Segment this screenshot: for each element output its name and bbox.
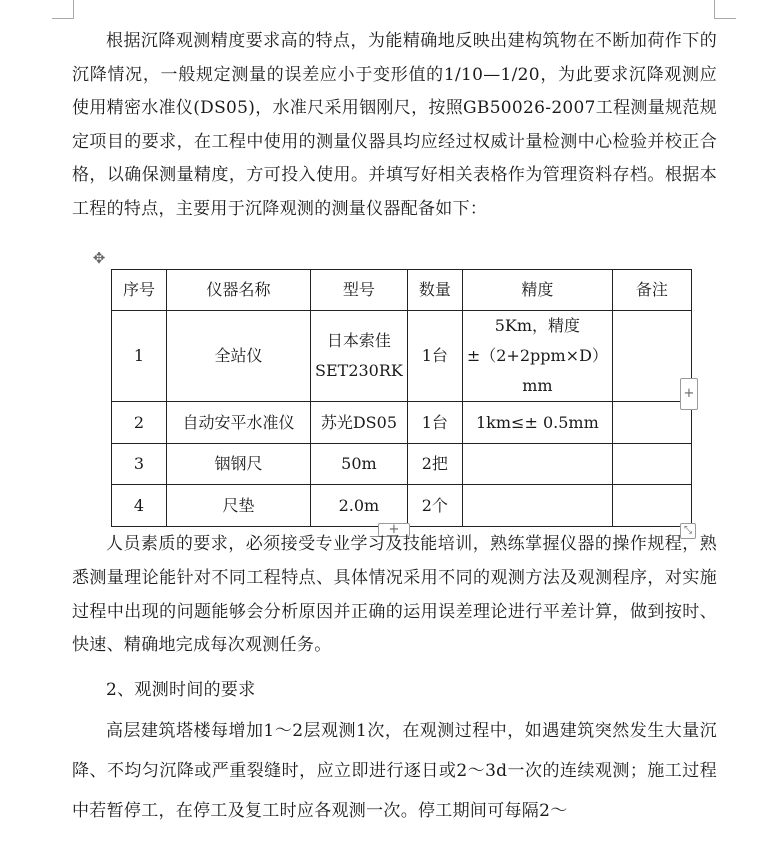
table-row	[112, 402, 692, 444]
table-row	[112, 485, 692, 527]
cell-name[interactable]: 铟钢尺	[167, 444, 311, 485]
timing-paragraph[interactable]: 高层建筑塔楼每增加1～2层观测1次，在观测过程中，如遇建筑突然发生大量沉降、不均匀沉降或严重裂缝时，应立即进行逐日或2～3d一次的连续观测；施工过程中若暂停工，在停工及复工时应各观测一次。停工期间可每隔2～	[72, 721, 717, 822]
cell-qty[interactable]: 2把	[407, 444, 462, 485]
plus-icon: +	[683, 386, 695, 401]
cell-precision[interactable]	[462, 444, 612, 485]
cell-qty[interactable]: 2个	[407, 485, 462, 527]
cell-name[interactable]: 自动安平水准仪	[167, 402, 311, 444]
margin-corner-top-right-h	[714, 18, 736, 19]
cell-precision[interactable]: 1km≤± 0.5mm	[462, 402, 612, 444]
move-icon[interactable]: ✥	[92, 249, 106, 267]
cell-precision[interactable]: 5Km，精度±（2+2ppm×D）mm	[462, 311, 612, 402]
resize-icon: ⤡	[684, 525, 692, 536]
margin-corner-top-right	[714, 0, 715, 18]
cell-no[interactable]: 2	[112, 402, 167, 444]
table-header-row	[112, 270, 692, 311]
instrument-table-container[interactable]	[111, 269, 692, 527]
cell-model[interactable]: 2.0m	[311, 485, 408, 527]
margin-corner-top-left	[73, 0, 74, 18]
cell-precision[interactable]	[462, 485, 612, 527]
cell-name[interactable]: 尺垫	[167, 485, 311, 527]
cell-model[interactable]: 日本索佳SET230RK	[311, 311, 408, 402]
cell-model[interactable]: 50m	[311, 444, 408, 485]
cell-name[interactable]: 全站仪	[167, 311, 311, 402]
section-heading[interactable]: 2、观测时间的要求	[106, 680, 256, 701]
cell-model[interactable]: 苏光DS05	[311, 402, 408, 444]
add-column-button[interactable]	[680, 378, 698, 410]
header-name[interactable]: 仪器名称	[167, 270, 311, 311]
header-model[interactable]: 型号	[311, 270, 408, 311]
cell-no[interactable]: 3	[112, 444, 167, 485]
document-body[interactable]	[72, 25, 717, 226]
cell-note[interactable]	[612, 485, 691, 527]
header-precision[interactable]: 精度	[462, 270, 612, 311]
cell-qty[interactable]: 1台	[407, 311, 462, 402]
margin-corner-top-left-h	[52, 18, 74, 19]
cell-note[interactable]	[612, 444, 691, 485]
header-no[interactable]: 序号	[112, 270, 167, 311]
table-row	[112, 444, 692, 485]
cell-qty[interactable]: 1台	[407, 402, 462, 444]
header-note[interactable]: 备注	[612, 270, 691, 311]
header-qty[interactable]: 数量	[407, 270, 462, 311]
document-body-continued[interactable]	[72, 528, 717, 831]
cell-no[interactable]: 1	[112, 311, 167, 402]
plus-icon: +	[388, 522, 400, 537]
intro-paragraph[interactable]: 根据沉降观测精度要求高的特点，为能精确地反映出建构筑物在不断加荷作下的沉降情况，一般规定测量的误差应小于变形值的1/10—1/20，为此要求沉降观测应使用精密水准仪(DS05)，水准尺采用铟刚尺，按照GB50026-2007工程测量规范规定项目的要求，在工程中使用的测量仪器具均应经过权威计量检测中心检验并校正合格，以确保测量精度，方可投入使用。并填写好相关表格作为管理资料存档。根据本工程的特点，主要用于沉降观测的测量仪器配备如下：	[72, 31, 717, 219]
cell-no[interactable]: 4	[112, 485, 167, 527]
instrument-table[interactable]	[111, 269, 692, 527]
table-row	[112, 311, 692, 402]
personnel-paragraph[interactable]: 人员素质的要求，必须接受专业学习及技能培训，熟练掌握仪器的操作规程，熟悉测量理论能针对不同工程特点、具体情况采用不同的观测方法及观测程序，对实施过程中出现的问题能够会分析原因并正确的运用误差理论进行平差计算，做到按时、快速、精确地完成每次观测任务。	[72, 534, 717, 656]
